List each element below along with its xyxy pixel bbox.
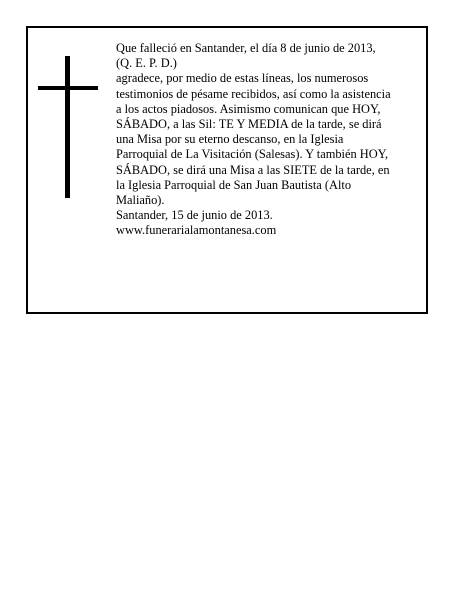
notice-line-second-church: la Iglesia Parroquial de San Juan Bautista (Alto — [116, 177, 352, 192]
notice-line-second-mass: SÁBADO, se dirá una Misa a las SIETE de la tarde, en — [116, 162, 390, 177]
cross-vertical-bar — [65, 56, 70, 198]
notice-line-condolences: testimonios de pésame recibidos, así como la asistencia — [116, 86, 391, 101]
notice-line-gratitude: agradece, por medio de estas líneas, los numerosos — [116, 71, 369, 86]
notice-line-death-date: Que falleció en Santander, el día 8 de junio de 2013, — [116, 41, 376, 55]
notice-line-place-date: Santander, 15 de junio de 2013. — [116, 208, 273, 223]
obituary-notice-frame — [26, 26, 428, 314]
notice-line-mass-time: SÁBADO, a las Sil: TE Y MEDIA de la tarde, se dirá — [116, 117, 382, 132]
notice-line-mass-purpose: una Misa por su eterno descanso, en la Iglesia — [116, 132, 344, 147]
latin-cross-icon — [38, 56, 100, 198]
notice-text — [116, 41, 422, 239]
notice-line-website: www.funerarialamontanesa.com — [116, 223, 277, 238]
notice-line-location: Maliaño). — [116, 193, 165, 208]
notice-line-qepd: (Q. E. P. D.) — [116, 56, 177, 71]
cross-horizontal-bar — [38, 86, 98, 90]
notice-line-announcement: a los actos piadosos. Asimismo comunican que HOY, — [116, 101, 381, 116]
notice-line-first-church: Parroquial de La Visitación (Salesas). Y también HOY, — [116, 147, 389, 162]
